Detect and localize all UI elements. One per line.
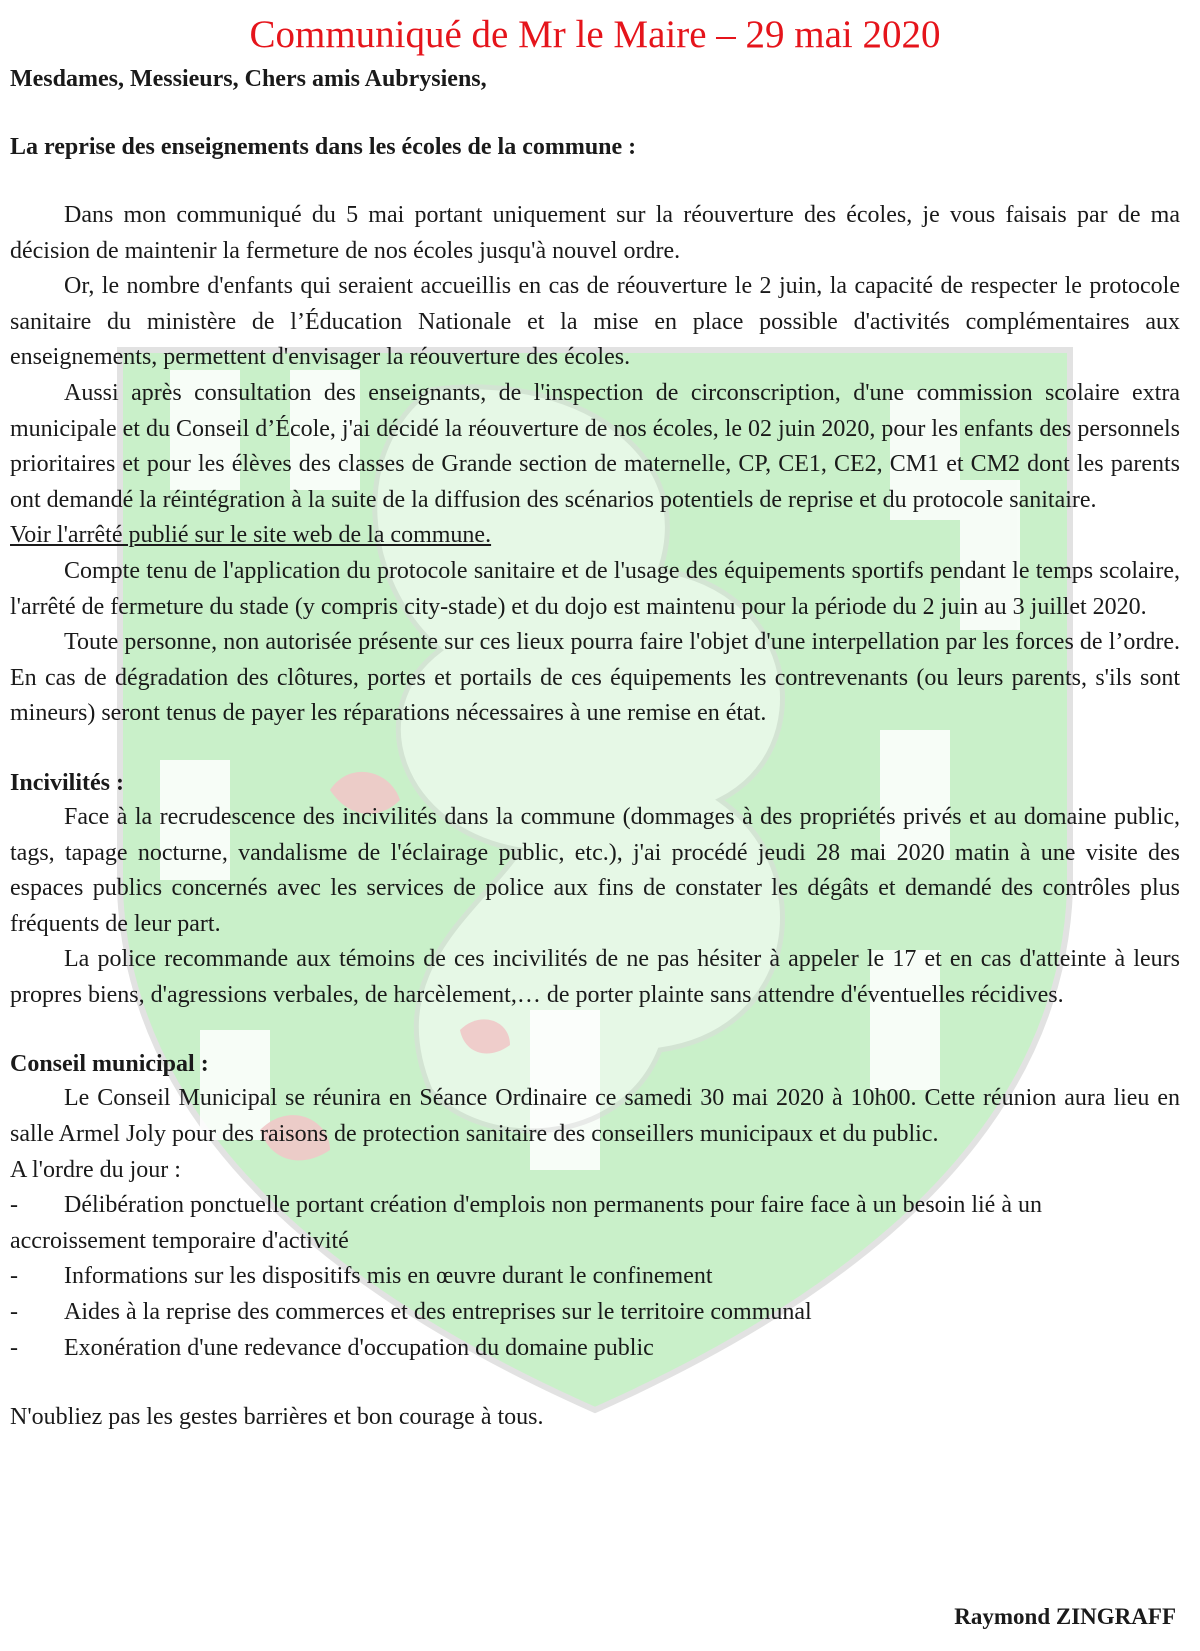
- agenda-item-text: Exonération d'une redevance d'occupation du domaine public: [64, 1334, 654, 1361]
- document-page: [10, 0, 1180, 1436]
- agenda-dash: -: [10, 1299, 18, 1326]
- agenda-item-continuation: accroissement temporaire d'activité: [10, 1227, 349, 1254]
- agenda-dash: -: [10, 1192, 18, 1219]
- decree-link[interactable]: Voir l'arrêté publié sur le site web de la commune.: [10, 522, 492, 549]
- agenda-dash: -: [10, 1334, 18, 1361]
- heading-schools: La reprise des enseignements dans les écoles de la commune :: [10, 134, 637, 160]
- agenda-item: [10, 1331, 1180, 1367]
- agenda-dash: -: [10, 1263, 18, 1290]
- closing-remark: N'oubliez pas les gestes barrières et bon courage à tous.: [10, 1404, 544, 1431]
- agenda-item-text: Aides à la reprise des commerces et des entreprises sur le territoire communal: [64, 1299, 812, 1326]
- schools-paragraph-2: Or, le nombre d'enfants qui seraient accueillis en cas de réouverture le 2 juin, la capacité de respecter le protocole sanitaire du ministère de l’Éducation Nationale et la mise en place possible d'activités complémentaires aux enseignements, permettent d'envisager la réouverture des écoles.: [10, 273, 1180, 371]
- schools-paragraph-1: Dans mon communiqué du 5 mai portant uniquement sur la réouverture des écoles, je vous faisais par de ma décision de maintenir la fermeture de nos écoles jusqu'à nouvel ordre.: [10, 202, 1180, 264]
- schools-paragraph-4: Compte tenu de l'application du protocole sanitaire et de l'usage des équipements sportifs pendant le temps scolaire, l'arrêté de fermeture du stade (y compris city-stade) et du dojo est maintenu pour la période du 2 juin au 3 juillet 2020.: [10, 557, 1180, 620]
- agenda-item: [10, 1188, 1180, 1224]
- schools-paragraph-3: Aussi après consultation des enseignants, de l'inspection de circonscription, d'une commission scolaire extra municipale et du Conseil d’École, j'ai décidé la réouverture de nos écoles, le 02 juin 2020, pour les enfants des personnels prioritaires et pour les élèves des classes de Grande section de maternelle, CP, CE1, CE2, CM1 et CM2 dont les parents ont demandé la réintégration à la suite de la diffusion des scénarios potentiels de reprise et du protocole sanitaire.: [10, 379, 1180, 513]
- heading-council: Conseil municipal :: [10, 1051, 209, 1078]
- heading-incivilities: Incivilités :: [10, 769, 124, 796]
- agenda-item-text: Informations sur les dispositifs mis en œuvre durant le confinement: [64, 1263, 713, 1290]
- incivilities-paragraph-1: Face à la recrudescence des incivilités dans la commune (dommages à des propriétés privés et au domaine public, tags, tapage nocturne, vandalisme de l'éclairage public, etc.), j'ai procédé jeudi 28 mai 2020 matin à une visite des espaces publics concernés avec les services de police aux fins de constater les dégâts et demandé des contrôles plus fréquents de leur part.: [10, 803, 1180, 937]
- signature: Raymond ZINGRAFF: [954, 1604, 1176, 1629]
- schools-paragraph-5: Toute personne, non autorisée présente sur ces lieux pourra faire l'objet d'une interpellation par les forces de l’ordre. En cas de dégradation des clôtures, portes et portails de ces équipements les contrevenants (ou leurs parents, s'ils sont mineurs) seront tenus de payer les réparations nécessaires à une remise en état.: [10, 629, 1180, 727]
- agenda-item-text: Délibération ponctuelle portant création d'emplois non permanents pour faire face à un besoin lié à un: [64, 1192, 1042, 1219]
- agenda-intro: A l'ordre du jour :: [10, 1156, 181, 1183]
- agenda-item: [10, 1259, 1180, 1295]
- council-paragraph-1: Le Conseil Municipal se réunira en Séance Ordinaire ce samedi 30 mai 2020 à 10h00. Cette réunion aura lieu en salle Armel Joly pour des raisons de protection sanitaire des conseillers municipaux et du public.: [10, 1085, 1180, 1148]
- incivilities-paragraph-2: La police recommande aux témoins de ces incivilités de ne pas hésiter à appeler le 17 et en cas d'atteinte à leurs propres biens, d'agressions verbales, de harcèlement,… de porter plainte sans attendre d'éventuelles récidives.: [10, 946, 1180, 1008]
- greeting: Mesdames, Messieurs, Chers amis Aubrysiens,: [10, 66, 487, 92]
- document-title: Communiqué de Mr le Maire – 29 mai 2020: [249, 13, 941, 56]
- agenda-item: [10, 1295, 1180, 1331]
